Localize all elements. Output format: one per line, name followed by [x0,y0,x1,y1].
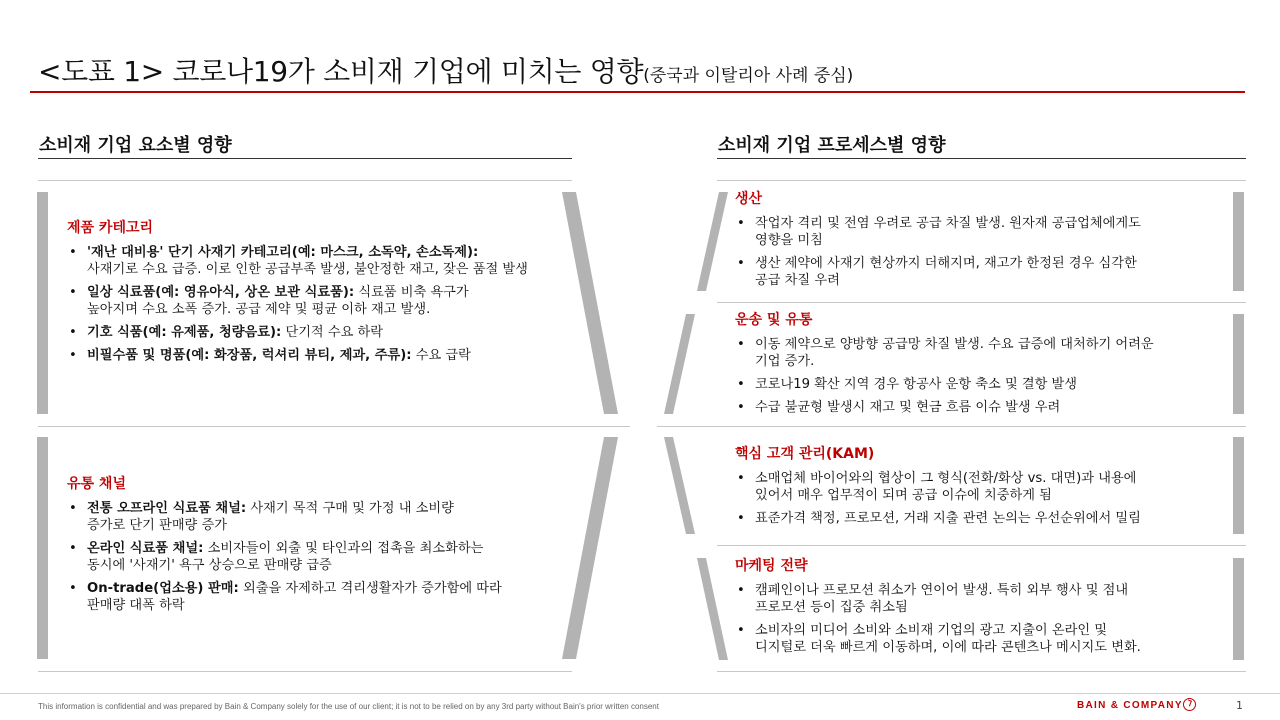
list-item: • 수급 불균형 발생시 재고 및 현금 흐름 이슈 발생 우려 [735,399,1230,416]
left-lower-diagonal [562,437,618,659]
left-block-product-category [67,217,567,370]
category-title: 생산 [735,191,763,207]
list-item: • 소비자의 미디어 소비와 소비재 기업의 광고 지출이 온라인 및 디지털로 더욱 빠르게 이동하며, 이에 따라 콘텐츠나 메시지도 변화. [735,622,1230,656]
right-diagonal-4 [697,558,728,660]
right-block-kam [735,443,1230,533]
right-diagonal-3 [664,437,695,534]
list-item: • 생산 제약에 사재기 현상까지 더해지며, 재고가 한정된 경우 심각한 공급 차질 우려 [735,255,1230,289]
list-item: • 소매업체 바이어와의 협상이 그 형식(전화/화상 vs. 대면)과 내용에 있어서 매우 업무적이 되며 공급 이슈에 치중하게 됨 [735,470,1230,504]
right-block-logistics [735,309,1230,422]
left-upper-diagonal [562,192,618,414]
list-item: • 비필수품 및 명품(예: 화장품, 럭셔리 뷰티, 제과, 주류): 수요 급락 [67,347,567,364]
list-item: • 전통 오프라인 식료품 채널: 사재기 목적 구매 및 가정 내 소비량 증가로 단기 판매량 증가 [67,500,567,534]
category-title: 마케팅 전략 [735,558,808,574]
right-block-marketing [735,555,1230,662]
brand-logo-text: BAIN & COMPANY [1077,700,1183,711]
list-item: • 온라인 식료품 채널: 소비자들이 외출 및 타인과의 접촉을 최소화하는 동시에 '사재기' 욕구 상승으로 판매량 급증 [67,540,567,574]
right-diagonal-1 [697,192,728,291]
list-item: • '재난 대비용' 단기 사재기 카테고리(예: 마스크, 소독약, 손소독제): 사재기로 수요 급증. 이로 인한 공급부족 발생, 불안정한 재고, 잦은 품절 발생 [67,244,567,278]
footer-divider [0,693,1280,694]
list-item: • 이동 제약으로 양방향 공급망 차질 발생. 수요 급증에 대처하기 어려운 기업 증가. [735,336,1230,370]
list-item: • 캠페인이나 프로모션 취소가 연이어 발생. 특히 외부 행사 및 점내 프로모션 등이 집중 취소됨 [735,582,1230,616]
left-block-distribution-channel [67,473,567,620]
list-item: • 표준가격 책정, 프로모션, 거래 지출 관련 논의는 우선순위에서 밀림 [735,510,1230,527]
list-item: • 일상 식료품(예: 영유아식, 상온 보관 식료품): 식료품 비축 욕구가 높아지며 수요 소폭 증가. 공급 제약 및 평균 이하 재고 발생. [67,284,567,318]
category-title: 유통 채널 [67,476,126,492]
page-number: 1 [1236,699,1243,712]
confidentiality-disclaimer: This information is confidential and was prepared by Bain & Company solely for the use of our client; it is not to be relied on by any 3rd party without Bain's prior written consent [38,702,659,711]
compass-logo-icon [1183,698,1196,711]
list-item: • 기호 식품(예: 유제품, 청량음료): 단기적 수요 하락 [67,324,567,341]
list-item: • 코로나19 확산 지역 경우 항공사 운항 축소 및 결항 발생 [735,376,1230,393]
category-title: 핵심 고객 관리(KAM) [735,446,875,462]
right-diagonal-2 [664,314,695,414]
page-title-main: <도표 1> 코로나19가 소비재 기업에 미치는 영향 [38,55,644,88]
list-item: • On-trade(업소용) 판매: 외출을 자제하고 격리생활자가 증가함에 따라 판매량 대폭 하락 [67,580,567,614]
right-section-heading: 소비재 기업 프로세스별 영향 [718,135,946,156]
page-title-sub: (중국과 이탈리아 사례 중심) [643,66,854,86]
category-title: 제품 카테고리 [67,220,154,236]
list-item: • 작업자 격리 및 전염 우려로 공급 차질 발생. 원자재 공급업체에게도 영향을 미침 [735,215,1230,249]
left-section-heading: 소비재 기업 요소별 영향 [39,135,232,156]
category-title: 운송 및 유통 [735,312,813,328]
right-block-production [735,188,1230,295]
